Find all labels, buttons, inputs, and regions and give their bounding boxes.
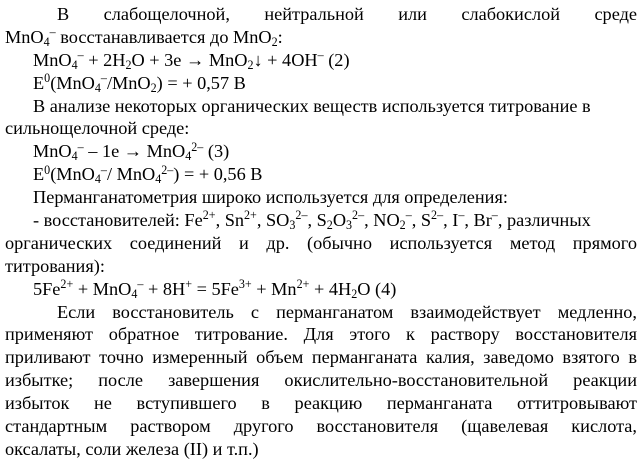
text-line-16: приливают точно измеренный объем перманганата калия, заведомо взятого в [5,347,637,368]
text-line-11: органических соединений и др. (обычно используется метод прямого [5,232,637,253]
text-line-1: В слабощелочной, нейтральной или слабокислой среде [57,4,637,24]
equation-3: MnO$_4$– – 1e → MnO$_4^{2-}$ (3) [33,139,230,164]
text-line-20: оксалаты, соли железа (II) и т.п.) [5,438,259,459]
text-line-15: применяют обратное титрование. Для этого к раствору восстановителя [5,324,637,345]
document-body [5,3,637,461]
text-line-12: титрования): [5,255,105,276]
text-line-5: В анализе некоторых органических веществ используется титрование в [33,95,591,116]
text-line-6: сильнощелочной среде: [5,118,190,139]
text-line-17: избытке; после завершения окислительно-восстановительной реакции [5,370,637,391]
text-line-10: - восстановителей: $Fe^{2+}$, $Sn^{2+}$, $SO_3^{2-}$, $S_2O_3^{2-}$, $NO_2^-$, $S^{2-}$, I–, Br–, различных [33,208,591,233]
potential-2: $E^0(MnO_4^-/MnO_2)$ = + 0,57 В [33,71,246,95]
text-line-9: Перманганатометрия широко используется для определения: [33,187,508,208]
text-line-2: MnO$_4$– восстанавливается до MnO$_2$: [5,25,283,49]
text-line-19: стандартным раствором другого восстановителя (щавелевая кислота, [5,416,637,437]
text-line-18: избыток не вступившего в реакцию перманганата оттитровывают [5,393,637,414]
equation-4: $5Fe^{2+} + MnO_4^- + 8H^+ = 5Fe^{3+} + Mn^{2+} + 4H_2O$ (4) [33,277,397,301]
potential-3: $E^0(MnO_4^-/$ MnO$_4^{2-}$) = + 0,56 В [33,162,263,187]
text-line-14: Если восстановитель с перманганатом взаимодействует медленно, [57,301,637,322]
equation-2: $MnO_4^- + 2H_2O + 3e$ → MnO$_2$↓ + 4OH– (2) [33,48,350,72]
